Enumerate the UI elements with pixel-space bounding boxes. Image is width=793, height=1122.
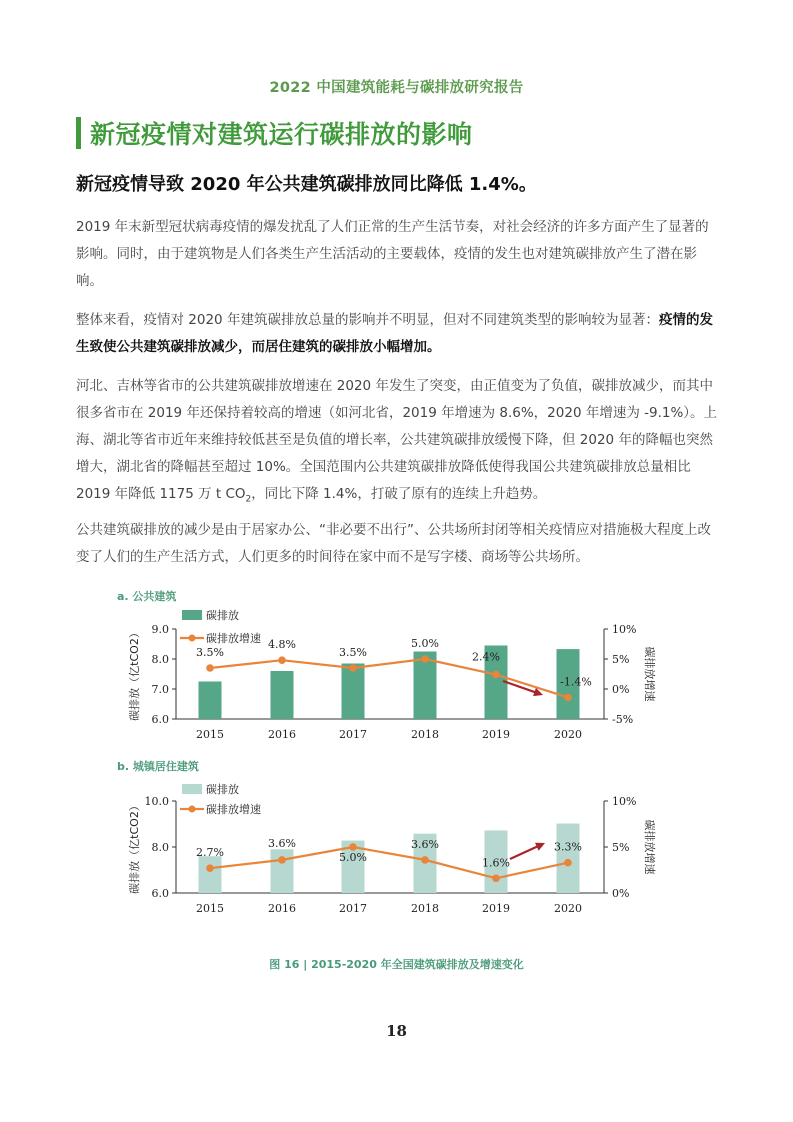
section-title-text: 新冠疫情对建筑运行碳排放的影响 xyxy=(90,120,473,149)
growth-data-label: 2.4% xyxy=(472,650,500,664)
bar xyxy=(271,671,294,719)
paragraph-4: 公共建筑碳排放的减少是由于居家办公、“非必要不出行”、公共场所封闭等相关疫情应对措施极大程度上改变了人们的生产生活方式，人们更多的时间待在家中而不是写字楼、商场等公共场所。 xyxy=(76,522,711,565)
chart-a-label: a. 公共建筑 xyxy=(117,590,177,603)
x-tick-label: 2020 xyxy=(554,902,582,915)
x-tick-label: 2018 xyxy=(411,728,439,741)
paragraph-2-text: 整体来看，疫情对 2020 年建筑碳排放总量的影响并不明显，但对不同建筑类型的影响较为显著： xyxy=(76,312,659,328)
trend-arrow-shaft xyxy=(510,846,539,859)
growth-data-label: 3.6% xyxy=(268,836,296,850)
bar xyxy=(271,849,294,893)
x-tick-label: 2017 xyxy=(339,902,367,915)
key-finding-subtitle: 新冠疫情导致 2020 年公共建筑碳排放同比降低 1.4%。 xyxy=(76,174,537,195)
growth-point xyxy=(349,664,357,672)
section-title xyxy=(76,115,473,151)
y2-tick-label: 10% xyxy=(612,623,637,636)
x-tick-label: 2019 xyxy=(482,728,510,741)
chart-b-label: b. 城镇居住建筑 xyxy=(117,760,199,773)
legend-bar-swatch xyxy=(182,610,202,620)
growth-line xyxy=(210,659,568,697)
legend-bar-label: 碳排放 xyxy=(206,609,239,622)
growth-point xyxy=(206,664,214,672)
bar xyxy=(342,664,365,720)
growth-point xyxy=(206,864,214,872)
chart-residential-buildings xyxy=(0,776,793,916)
x-tick-label: 2015 xyxy=(196,902,224,915)
y-axis-title: 碳排放（亿tCO2） xyxy=(128,800,141,894)
growth-data-label: 1.6% xyxy=(482,856,510,870)
growth-point xyxy=(492,671,500,679)
y2-axis-title: 碳排放增速 xyxy=(643,646,656,702)
y2-tick-label: 5% xyxy=(612,841,630,854)
y-tick-label: 9.0 xyxy=(151,623,169,636)
page-number: 18 xyxy=(386,1022,407,1040)
figure-caption: 图 16 | 2015-2020 年全国建筑碳排放及增速变化 xyxy=(269,958,524,971)
paragraph-2 xyxy=(76,307,721,361)
growth-data-label: 5.0% xyxy=(339,851,367,864)
y-tick-label: 7.0 xyxy=(151,683,169,696)
chart-public-buildings xyxy=(0,605,793,745)
y2-tick-label: 0% xyxy=(612,887,630,900)
x-tick-label: 2017 xyxy=(339,728,367,741)
y-tick-label: 10.0 xyxy=(144,795,169,808)
growth-line xyxy=(210,847,568,878)
x-tick-label: 2016 xyxy=(268,902,296,915)
growth-point xyxy=(564,859,572,867)
legend-bar-swatch xyxy=(182,784,202,794)
legend-bar-label: 碳排放 xyxy=(206,783,239,796)
y-axis-title: 碳排放（亿tCO2） xyxy=(128,627,141,721)
legend-line-label: 碳排放增速 xyxy=(206,803,261,816)
paragraph-3-text-a: 河北、吉林等省市的公共建筑碳排放增速在 2020 年发生了突变，由正值变为了负值，碳排放减少，而其中很多省市在 2019 年还保持着较高的增速（如河北省，2019 年增速为 8.6%，2020 年增速为 -9.1%）。上海、湖北等省市近年来维持较低甚至是负值的增长率，公共建筑碳排放缓慢下降，但 2020 年的降幅也突然增大，湖北省的降幅甚至超过 10%。全国范围内公共建筑碳排放降低使得我国公共建筑碳排放总量相比 2019 年降低 1175 万 t CO xyxy=(76,378,718,502)
growth-data-label: 3.6% xyxy=(411,837,439,851)
legend-line-marker xyxy=(189,806,196,813)
growth-data-label: 5.0% xyxy=(411,637,439,650)
legend-line-label: 碳排放增速 xyxy=(206,632,261,645)
growth-point xyxy=(278,656,286,664)
growth-data-label: 3.5% xyxy=(339,646,367,659)
running-header: 2022 中国建筑能耗与碳排放研究报告 xyxy=(269,80,524,96)
growth-point xyxy=(421,655,429,663)
y-tick-label: 8.0 xyxy=(151,653,169,666)
legend-line-marker xyxy=(189,635,196,642)
x-tick-label: 2020 xyxy=(554,728,582,741)
x-tick-label: 2015 xyxy=(196,728,224,741)
bar xyxy=(199,856,222,893)
bar xyxy=(557,824,580,893)
y2-tick-label: 5% xyxy=(612,653,630,666)
paragraph-3-subscript: 2 xyxy=(245,494,252,505)
bar xyxy=(199,682,222,720)
growth-data-label: 2.7% xyxy=(196,846,224,860)
growth-point xyxy=(492,874,500,882)
growth-data-label: -1.4% xyxy=(560,675,592,689)
growth-point xyxy=(421,856,429,864)
paragraph-1: 2019 年末新型冠状病毒疫情的爆发扰乱了人们正常的生产生活节奏，对社会经济的许多方面产生了显著的影响。同时，由于建筑物是人们各类生产生活活动的主要载体，疫情的发生也对建筑碳排放产生了潜在影响。 xyxy=(76,219,709,289)
growth-point xyxy=(564,694,572,702)
y-tick-label: 8.0 xyxy=(151,841,169,854)
paragraph-3 xyxy=(76,373,721,514)
y-tick-label: 6.0 xyxy=(151,713,169,726)
paragraph-2-bold: 疫情的发生致使公共建筑碳排放减少，而居住建筑的碳排放小幅增加。 xyxy=(76,312,713,355)
x-tick-label: 2019 xyxy=(482,902,510,915)
y2-tick-label: 10% xyxy=(612,795,637,808)
y-tick-label: 6.0 xyxy=(151,887,169,900)
y2-tick-label: -5% xyxy=(612,713,634,726)
paragraph-3-text-b: ，同比下降 1.4%，打破了原有的连续上升趋势。 xyxy=(251,486,547,502)
growth-point xyxy=(278,856,286,864)
growth-point xyxy=(349,843,357,851)
x-tick-label: 2016 xyxy=(268,728,296,741)
x-tick-label: 2018 xyxy=(411,902,439,915)
growth-data-label: 4.8% xyxy=(268,638,296,652)
growth-data-label: 3.5% xyxy=(196,646,224,659)
growth-data-label: 3.3% xyxy=(554,840,582,854)
title-accent-bar xyxy=(76,117,81,149)
y2-axis-title: 碳排放增速 xyxy=(643,819,656,875)
y2-tick-label: 0% xyxy=(612,683,630,696)
